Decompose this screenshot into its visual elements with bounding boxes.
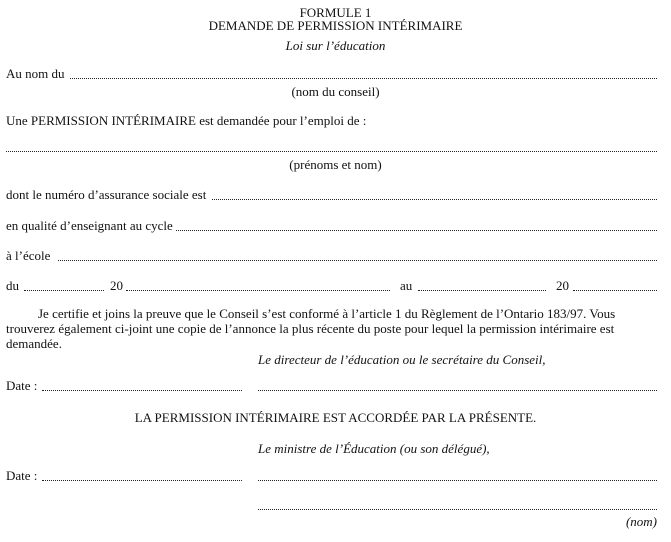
director-date-label: Date : bbox=[6, 378, 38, 393]
au-nom-du-label: Au nom du bbox=[6, 66, 65, 81]
to-year-prefix: 20 bbox=[556, 278, 569, 293]
director-date-field[interactable] bbox=[42, 389, 242, 391]
form-title: DEMANDE DE PERMISSION INTÉRIMAIRE bbox=[208, 18, 463, 33]
minister-signature-field[interactable] bbox=[258, 479, 657, 481]
to-year-field[interactable] bbox=[573, 289, 657, 291]
to-day-field[interactable] bbox=[418, 289, 546, 291]
from-year-prefix: 20 bbox=[110, 278, 123, 293]
cycle-field[interactable] bbox=[176, 229, 657, 231]
from-day-field[interactable] bbox=[24, 289, 104, 291]
minister-date-field[interactable] bbox=[42, 479, 242, 481]
school-field[interactable] bbox=[58, 259, 657, 261]
form-number: FORMULE 1 bbox=[299, 5, 372, 20]
sin-field[interactable] bbox=[212, 198, 657, 200]
school-label: à l’école bbox=[6, 248, 51, 263]
certification-line-2: trouverez également ci-joint une copie de l’annonce la plus récente du poste pour lequel la permission intérimaire est bbox=[6, 321, 615, 336]
sin-label: dont le numéro d’assurance sociale est bbox=[6, 187, 207, 202]
name-caption: (nom) bbox=[625, 514, 657, 529]
certification-line-1: Je certifie et joins la preuve que le Conseil s’est conformé à l’article 1 du Règlement de l’Ontario 183/97. Vous bbox=[38, 306, 616, 321]
minister-date-label: Date : bbox=[6, 468, 38, 483]
grant-statement: LA PERMISSION INTÉRIMAIRE EST ACCORDÉE PAR LA PRÉSENTE. bbox=[134, 410, 537, 425]
minister-title: Le ministre de l’Éducation (ou son délégué), bbox=[258, 441, 490, 456]
law-subtitle: Loi sur l’éducation bbox=[285, 38, 386, 53]
minister-name-field[interactable] bbox=[258, 508, 657, 510]
board-name-caption: (nom du conseil) bbox=[291, 84, 380, 99]
cycle-label: en qualité d’enseignant au cycle bbox=[6, 218, 173, 233]
applicant-name-field[interactable] bbox=[6, 150, 657, 152]
from-year-field[interactable] bbox=[126, 289, 390, 291]
board-name-field[interactable] bbox=[70, 77, 657, 79]
to-label: au bbox=[400, 278, 413, 293]
certification-line-3: demandée. bbox=[6, 336, 62, 351]
from-label: du bbox=[6, 278, 19, 293]
director-title: Le directeur de l’éducation ou le secrétaire du Conseil, bbox=[258, 352, 546, 367]
director-signature-field[interactable] bbox=[258, 389, 657, 391]
permission-request-text: Une PERMISSION INTÉRIMAIRE est demandée pour l’emploi de : bbox=[6, 113, 367, 128]
applicant-name-caption: (prénoms et nom) bbox=[289, 157, 382, 172]
